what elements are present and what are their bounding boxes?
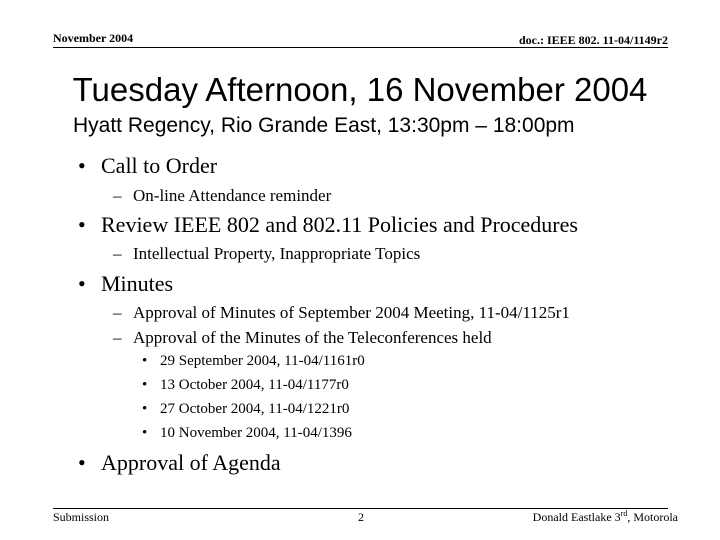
sublist-item-ip-topics: Intellectual Property, Inappropriate Topics [133, 244, 421, 263]
list-item-bullet: • [78, 212, 86, 237]
list-item-review-policies: Review IEEE 802 and 802.11 Policies and Procedures [101, 212, 578, 237]
footer-rule [53, 508, 668, 509]
footer-author [533, 510, 678, 525]
subsublist-bullet: • [142, 353, 148, 369]
header-rule [53, 47, 668, 48]
footer-page-number: 2 [358, 510, 364, 524]
footer-author-org: , Motorola [627, 510, 678, 524]
list-item-bullet: • [78, 450, 86, 475]
slide-title: Tuesday Afternoon, 16 November 2004 [72, 71, 648, 108]
footer-submission: Submission [53, 510, 110, 524]
footer-author-sup: rd [620, 509, 628, 518]
sublist-item-teleconference-minutes: Approval of the Minutes of the Teleconferences held [133, 328, 492, 347]
subsublist-item: 13 October 2004, 11-04/1177r0 [160, 377, 349, 393]
subsublist-bullet: • [142, 425, 148, 441]
header-date: November 2004 [53, 31, 134, 45]
list-item-bullet: • [78, 153, 86, 178]
slide-subtitle: Hyatt Regency, Rio Grande East, 13:30pm – 18:00pm [73, 114, 575, 137]
list-item-approval-agenda: Approval of Agenda [101, 450, 281, 475]
sublist-item-attendance: On-line Attendance reminder [133, 186, 332, 205]
sublist-dash: – [113, 186, 122, 205]
sublist-dash: – [113, 328, 122, 347]
footer-author-name: Donald Eastlake 3 [532, 510, 621, 524]
subsublist-item: 29 September 2004, 11-04/1161r0 [160, 353, 365, 369]
subsublist-bullet: • [142, 377, 148, 393]
sublist-item-september-minutes: Approval of Minutes of September 2004 Meeting, 11-04/1125r1 [133, 303, 570, 322]
list-item-call-to-order: Call to Order [101, 153, 218, 178]
subsublist-item: 10 November 2004, 11-04/1396 [160, 425, 352, 441]
list-item-bullet: • [78, 271, 86, 296]
subsublist-bullet: • [142, 401, 148, 417]
subsublist-item: 27 October 2004, 11-04/1221r0 [160, 401, 350, 417]
sublist-dash: – [113, 244, 122, 263]
sublist-dash: – [113, 303, 122, 322]
list-item-minutes: Minutes [101, 271, 174, 296]
header-doc-id: doc.: IEEE 802. 11-04/1149r2 [518, 33, 668, 47]
